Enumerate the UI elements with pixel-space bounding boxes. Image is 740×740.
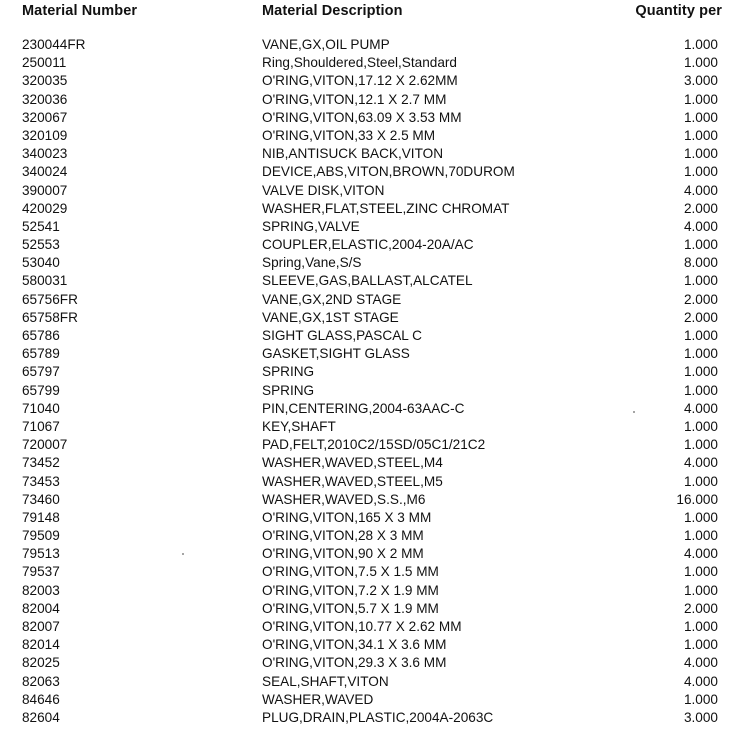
material-number-cell: 82014 bbox=[22, 637, 60, 653]
header-material-description: Material Description bbox=[262, 3, 403, 19]
material-description-cell: O'RING,VITON,7.5 X 1.5 MM bbox=[262, 564, 439, 580]
material-description-cell: WASHER,WAVED,S.S.,M6 bbox=[262, 491, 426, 507]
table-row bbox=[0, 563, 740, 581]
quantity-cell: 1.000 bbox=[683, 328, 718, 343]
material-number-cell: 250011 bbox=[22, 55, 67, 71]
material-number-cell: 82025 bbox=[22, 655, 60, 671]
table-row bbox=[0, 600, 740, 618]
table-row bbox=[0, 36, 740, 54]
material-description-cell: O'RING,VITON,63.09 X 3.53 MM bbox=[262, 109, 462, 125]
material-description-cell: O'RING,VITON,34.1 X 3.6 MM bbox=[262, 637, 447, 653]
table-row bbox=[0, 327, 740, 345]
material-number-cell: 84646 bbox=[22, 691, 60, 707]
material-number-cell: 65799 bbox=[22, 382, 60, 398]
quantity-cell: 1.000 bbox=[683, 509, 718, 525]
quantity-cell: 4.000 bbox=[683, 673, 718, 689]
material-number-cell: 79509 bbox=[22, 528, 60, 544]
material-number-cell: 65797 bbox=[22, 364, 60, 380]
table-row bbox=[0, 127, 740, 145]
material-description-cell: SPRING bbox=[262, 364, 315, 380]
material-description-cell: O'RING,VITON,28 X 3 MM bbox=[262, 528, 424, 544]
material-number-cell: 580031 bbox=[22, 273, 68, 289]
table-row bbox=[0, 691, 740, 709]
material-description-cell: WASHER,WAVED bbox=[262, 691, 374, 707]
material-description-cell: DEVICE,ABS,VITON,BROWN,70DUROM bbox=[262, 164, 515, 180]
table-row bbox=[0, 109, 740, 127]
material-number-cell: 82007 bbox=[22, 619, 60, 634]
material-description-cell: VANE,GX,1ST STAGE bbox=[262, 309, 399, 325]
table-row bbox=[0, 509, 740, 527]
header-material-number: Material Number bbox=[22, 3, 138, 19]
material-description-cell: O'RING,VITON,17.12 X 2.62MM bbox=[262, 73, 458, 89]
material-number-cell: 52541 bbox=[22, 218, 60, 234]
quantity-cell: 1.000 bbox=[683, 55, 718, 71]
material-number-cell: 230044FR bbox=[22, 37, 86, 52]
table-row bbox=[0, 91, 740, 109]
material-number-cell: 340023 bbox=[22, 146, 68, 162]
material-description-cell: VANE,GX,2ND STAGE bbox=[262, 291, 402, 307]
quantity-cell: 8.000 bbox=[683, 255, 718, 271]
material-number-cell: 73460 bbox=[22, 491, 60, 507]
material-description-cell: KEY,SHAFT bbox=[262, 418, 336, 434]
quantity-cell: 4.000 bbox=[683, 182, 718, 198]
table-row bbox=[0, 527, 740, 545]
table-row bbox=[0, 145, 740, 163]
quantity-cell: 4.000 bbox=[683, 400, 718, 416]
material-number-cell: 71067 bbox=[22, 418, 60, 434]
material-number-cell: 73452 bbox=[22, 455, 60, 471]
table-row bbox=[0, 345, 740, 363]
table-row bbox=[0, 200, 740, 218]
scan-speck bbox=[633, 411, 635, 413]
table-row bbox=[0, 654, 740, 672]
material-description-cell: PIN,CENTERING,2004-63AAC-C bbox=[262, 400, 465, 416]
quantity-cell: 3.000 bbox=[683, 709, 718, 725]
quantity-cell: 1.000 bbox=[683, 619, 718, 634]
table-row bbox=[0, 636, 740, 654]
quantity-cell: 1.000 bbox=[683, 637, 718, 653]
material-number-cell: 79537 bbox=[22, 564, 60, 580]
material-number-cell: 52553 bbox=[22, 237, 60, 253]
table-row bbox=[0, 709, 740, 727]
table-row bbox=[0, 418, 740, 436]
material-number-cell: 65786 bbox=[22, 328, 60, 343]
table-row bbox=[0, 291, 740, 309]
material-description-cell: COUPLER,ELASTIC,2004-20A/AC bbox=[262, 237, 474, 253]
quantity-cell: 1.000 bbox=[683, 164, 718, 180]
quantity-cell: 1.000 bbox=[683, 564, 718, 580]
material-description-cell: PLUG,DRAIN,PLASTIC,2004A-2063C bbox=[262, 709, 494, 725]
quantity-cell: 2.000 bbox=[683, 600, 718, 616]
material-description-cell: Ring,Shouldered,Steel,Standard bbox=[262, 55, 457, 71]
material-description-cell: O'RING,VITON,12.1 X 2.7 MM bbox=[262, 91, 447, 107]
table-row bbox=[0, 272, 740, 290]
material-number-cell: 65789 bbox=[22, 346, 60, 362]
table-row bbox=[0, 491, 740, 509]
material-description-cell: Spring,Vane,S/S bbox=[262, 255, 362, 271]
table-row bbox=[0, 163, 740, 181]
material-description-cell: SPRING bbox=[262, 382, 315, 398]
material-description-cell: O'RING,VITON,165 X 3 MM bbox=[262, 509, 432, 525]
table-row bbox=[0, 254, 740, 272]
quantity-cell: 2.000 bbox=[683, 200, 718, 216]
quantity-cell: 1.000 bbox=[683, 473, 718, 489]
table-row bbox=[0, 72, 740, 90]
material-description-cell: PAD,FELT,2010C2/15SD/05C1/21C2 bbox=[262, 437, 486, 453]
header-quantity-per: Quantity per bbox=[635, 3, 722, 19]
table-row bbox=[0, 618, 740, 636]
quantity-cell: 1.000 bbox=[683, 91, 718, 107]
quantity-cell: 1.000 bbox=[683, 418, 718, 434]
table-row bbox=[0, 582, 740, 600]
material-number-cell: 82063 bbox=[22, 673, 60, 689]
material-description-cell: WASHER,WAVED,STEEL,M5 bbox=[262, 473, 443, 489]
quantity-cell: 1.000 bbox=[683, 146, 718, 162]
material-number-cell: 71040 bbox=[22, 400, 60, 416]
quantity-cell: 1.000 bbox=[683, 37, 718, 52]
scan-speck bbox=[182, 553, 184, 555]
material-description-cell: SEAL,SHAFT,VITON bbox=[262, 673, 389, 689]
material-number-cell: 73453 bbox=[22, 473, 60, 489]
table-row bbox=[0, 436, 740, 454]
quantity-cell: 4.000 bbox=[683, 546, 718, 562]
quantity-cell: 1.000 bbox=[683, 273, 718, 289]
material-number-cell: 340024 bbox=[22, 164, 68, 180]
material-description-cell: O'RING,VITON,5.7 X 1.9 MM bbox=[262, 600, 439, 616]
quantity-cell: 1.000 bbox=[683, 691, 718, 707]
quantity-cell: 2.000 bbox=[683, 309, 718, 325]
material-number-cell: 720007 bbox=[22, 437, 68, 453]
material-description-cell: SPRING,VALVE bbox=[262, 218, 360, 234]
material-number-cell: 53040 bbox=[22, 255, 60, 271]
quantity-cell: 1.000 bbox=[683, 582, 718, 598]
quantity-cell: 1.000 bbox=[683, 437, 718, 453]
material-description-cell: NIB,ANTISUCK BACK,VITON bbox=[262, 146, 444, 162]
quantity-cell: 1.000 bbox=[683, 528, 718, 544]
table-row bbox=[0, 454, 740, 472]
material-description-cell: WASHER,WAVED,STEEL,M4 bbox=[262, 455, 443, 471]
material-number-cell: 390007 bbox=[22, 182, 68, 198]
material-number-cell: 65756FR bbox=[22, 291, 78, 307]
material-description-cell: SIGHT GLASS,PASCAL C bbox=[262, 328, 422, 343]
table-row bbox=[0, 545, 740, 563]
table-header bbox=[0, 0, 740, 30]
table-row bbox=[0, 236, 740, 254]
quantity-cell: 1.000 bbox=[683, 346, 718, 362]
material-number-cell: 320035 bbox=[22, 73, 68, 89]
table-row bbox=[0, 182, 740, 200]
material-description-cell: O'RING,VITON,7.2 X 1.9 MM bbox=[262, 582, 439, 598]
material-number-cell: 82003 bbox=[22, 582, 60, 598]
material-description-cell: VALVE DISK,VITON bbox=[262, 182, 385, 198]
material-number-cell: 420029 bbox=[22, 200, 68, 216]
quantity-cell: 1.000 bbox=[683, 364, 718, 380]
table-row bbox=[0, 54, 740, 72]
quantity-cell: 1.000 bbox=[683, 109, 718, 125]
material-number-cell: 79148 bbox=[22, 509, 60, 525]
quantity-cell: 16.000 bbox=[676, 491, 718, 507]
material-description-cell: O'RING,VITON,29.3 X 3.6 MM bbox=[262, 655, 447, 671]
material-description-cell: O'RING,VITON,10.77 X 2.62 MM bbox=[262, 619, 462, 634]
table-row bbox=[0, 363, 740, 381]
table-row bbox=[0, 218, 740, 236]
material-description-cell: GASKET,SIGHT GLASS bbox=[262, 346, 410, 362]
quantity-cell: 1.000 bbox=[683, 382, 718, 398]
table-row bbox=[0, 400, 740, 418]
material-description-cell: SLEEVE,GAS,BALLAST,ALCATEL bbox=[262, 273, 473, 289]
material-number-cell: 320109 bbox=[22, 127, 68, 143]
material-description-cell: O'RING,VITON,33 X 2.5 MM bbox=[262, 127, 436, 143]
quantity-cell: 1.000 bbox=[683, 127, 718, 143]
quantity-cell: 4.000 bbox=[683, 455, 718, 471]
table-row bbox=[0, 473, 740, 491]
material-description-cell: O'RING,VITON,90 X 2 MM bbox=[262, 546, 424, 562]
material-number-cell: 65758FR bbox=[22, 309, 78, 325]
quantity-cell: 2.000 bbox=[683, 291, 718, 307]
material-number-cell: 79513 bbox=[22, 546, 60, 562]
quantity-cell: 1.000 bbox=[683, 237, 718, 253]
quantity-cell: 3.000 bbox=[683, 73, 718, 89]
material-number-cell: 320067 bbox=[22, 109, 68, 125]
material-description-cell: VANE,GX,OIL PUMP bbox=[262, 37, 390, 52]
material-number-cell: 82604 bbox=[22, 709, 60, 725]
material-description-cell: WASHER,FLAT,STEEL,ZINC CHROMAT bbox=[262, 200, 510, 216]
material-number-cell: 82004 bbox=[22, 600, 60, 616]
quantity-cell: 4.000 bbox=[683, 655, 718, 671]
material-number-cell: 320036 bbox=[22, 91, 68, 107]
table-row bbox=[0, 309, 740, 327]
table-row bbox=[0, 382, 740, 400]
quantity-cell: 4.000 bbox=[683, 218, 718, 234]
parts-table-body bbox=[0, 36, 740, 727]
table-row bbox=[0, 673, 740, 691]
